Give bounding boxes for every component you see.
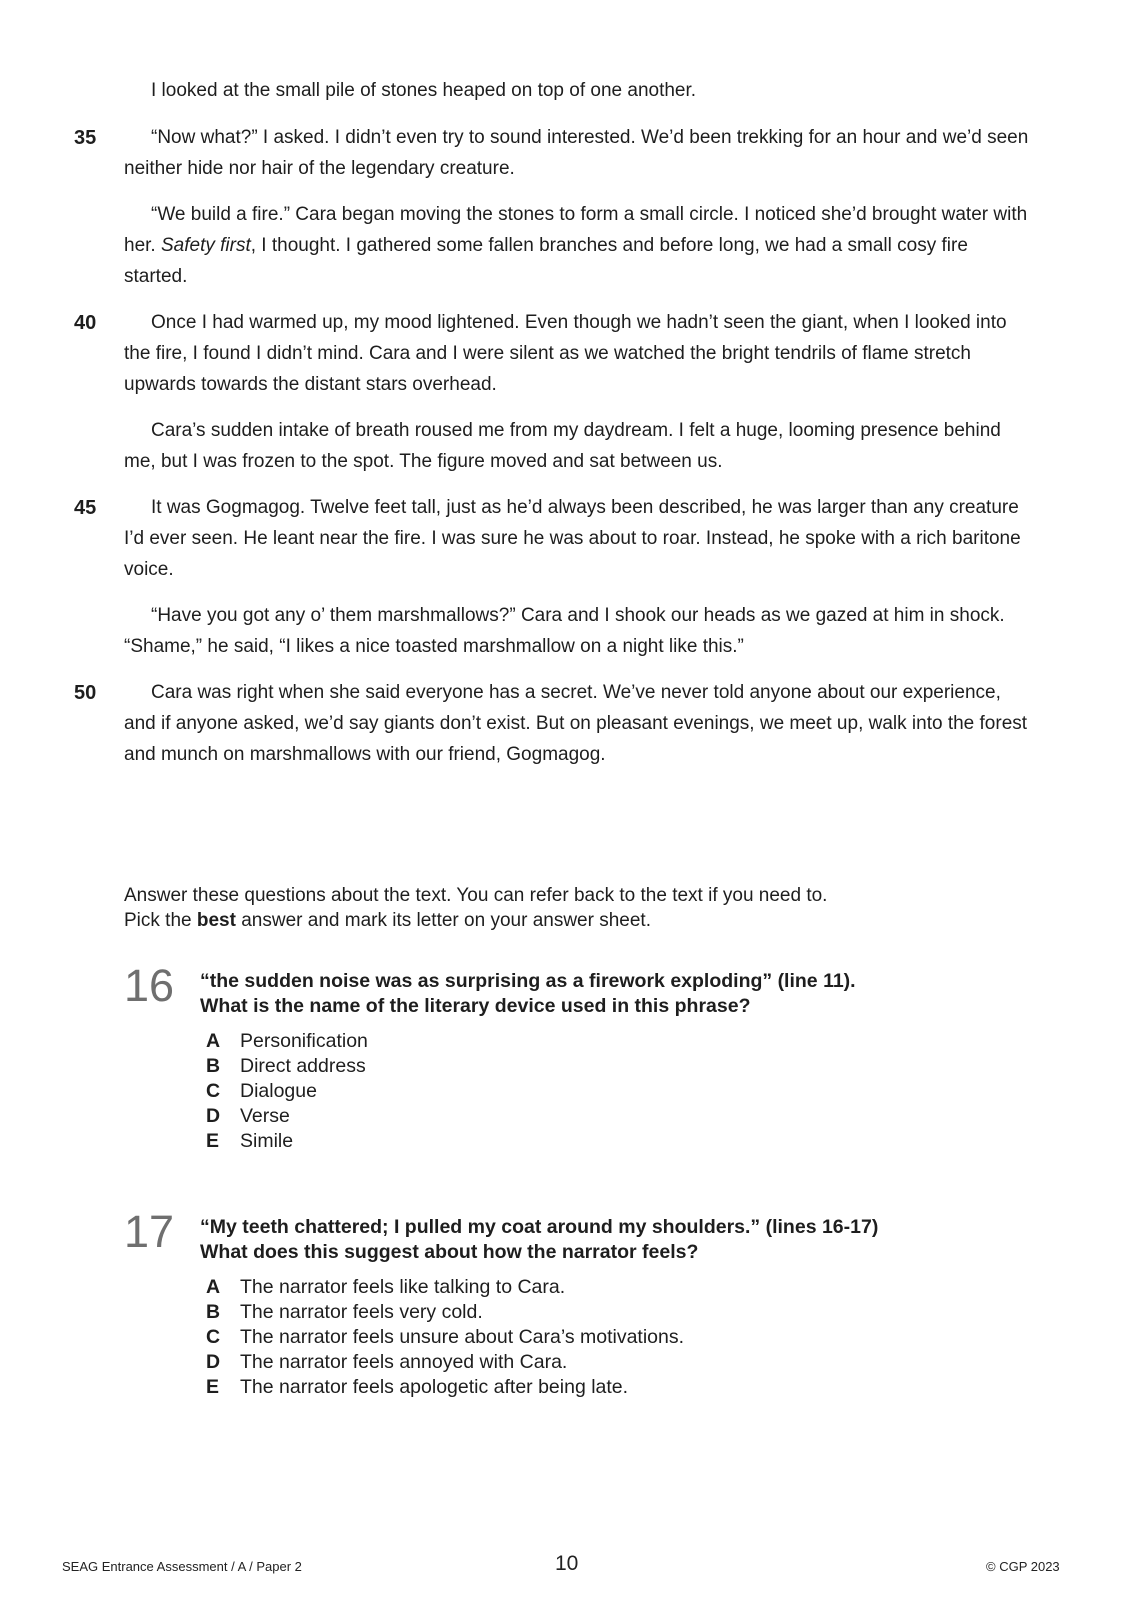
paragraph-text: Once I had warmed up, my mood lightened. Even though we hadn’t seen the giant, when I looked into the fire, I found I didn’t mind. Cara and I were silent as we watched the bright tendrils of flame stretch upwards towards the distant stars overhead.	[124, 312, 1007, 395]
line-number: 45	[74, 497, 97, 519]
passage-paragraph	[124, 199, 1034, 292]
answer-option-e[interactable]: E Simile	[206, 1130, 294, 1152]
answer-option-b[interactable]: B Direct address	[206, 1055, 366, 1077]
italic-text: Safety first	[160, 235, 251, 256]
paragraph-text: I looked at the small pile of stones heaped on top of one another.	[151, 80, 697, 101]
instructions	[124, 883, 1034, 933]
paragraph-text: “Have you got any o’ them marshmallows?” Cara and I shook our heads as we gazed at him in shock. “Shame,” he said, “I likes a nice toasted marshmallow on a night like this.”	[124, 605, 1005, 657]
paragraph-text: “Now what?” I asked. I didn’t even try to sound interested. We’d been trekking for an hour and we’d seen neither hide nor hair of the legendary creature.	[124, 127, 1029, 179]
instructions-line-2: Pick the best answer and mark its letter on your answer sheet.	[124, 910, 651, 931]
passage-paragraph	[124, 415, 1034, 477]
emphasis-best: best	[196, 910, 236, 931]
passage-paragraph	[124, 600, 1034, 662]
answer-option-c[interactable]: C Dialogue	[206, 1080, 317, 1102]
passage-paragraph	[124, 677, 1034, 770]
paragraph-text: , I thought. I gathered some fallen branches and before long, we had a small cosy fire started.	[124, 235, 968, 287]
line-number: 40	[74, 312, 97, 334]
answer-option-b[interactable]: B The narrator feels very cold.	[206, 1301, 483, 1323]
answer-option-a[interactable]: A Personification	[206, 1030, 368, 1052]
passage-paragraph	[124, 492, 1034, 585]
passage-paragraph	[124, 75, 1034, 106]
answer-option-a[interactable]: A The narrator feels like talking to Cara.	[206, 1276, 566, 1298]
passage-paragraph	[124, 122, 1034, 184]
footer-assessment-title: SEAG Entrance Assessment / A / Paper 2	[62, 1559, 302, 1574]
paragraph-text: Cara was right when she said everyone has a secret. We’ve never told anyone about our experience, and if anyone asked, we’d say giants don’t exist. But on pleasant evenings, we meet up, walk into the forest and munch on marshmallows with our friend, Gogmagog.	[124, 682, 1028, 765]
answer-options	[206, 1275, 684, 1400]
page-number: 10	[555, 1552, 579, 1575]
line-number: 35	[74, 127, 97, 149]
line-number: 50	[74, 682, 97, 704]
instructions-line-1: Answer these questions about the text. You can refer back to the text if you need to.	[124, 885, 828, 906]
answer-option-d[interactable]: D Verse	[206, 1105, 290, 1127]
answer-option-e[interactable]: E The narrator feels apologetic after being late.	[206, 1376, 629, 1398]
answer-options	[206, 1029, 368, 1154]
question-number: 17	[124, 1206, 175, 1257]
paragraph-text: Cara’s sudden intake of breath roused me from my daydream. I felt a huge, looming presence behind me, but I was frozen to the spot. The figure moved and sat between us.	[124, 420, 1001, 472]
question-text: “My teeth chattered; I pulled my coat around my shoulders.” (lines 16-17) What does this suggest about how the narrator feels?	[200, 1216, 879, 1263]
answer-option-c[interactable]: C The narrator feels unsure about Cara’s motivations.	[206, 1326, 685, 1348]
passage-paragraph	[124, 307, 1034, 400]
question-number: 16	[124, 960, 175, 1011]
answer-option-d[interactable]: D The narrator feels annoyed with Cara.	[206, 1351, 568, 1373]
paragraph-text: It was Gogmagog. Twelve feet tall, just as he’d always been described, he was larger than any creature I’d ever seen. He leant near the fire. I was sure he was about to roar. Instead, he spoke with a rich baritone voice.	[124, 497, 1021, 580]
footer-copyright: © CGP 2023	[986, 1559, 1060, 1574]
question-text: “the sudden noise was as surprising as a firework exploding” (line 11). What is the name of the literary device used in this phrase?	[200, 970, 856, 1017]
paragraph-text: “We build a fire.” Cara began moving the stones to form a small circle. I noticed she’d brought water with her.	[124, 204, 1028, 256]
